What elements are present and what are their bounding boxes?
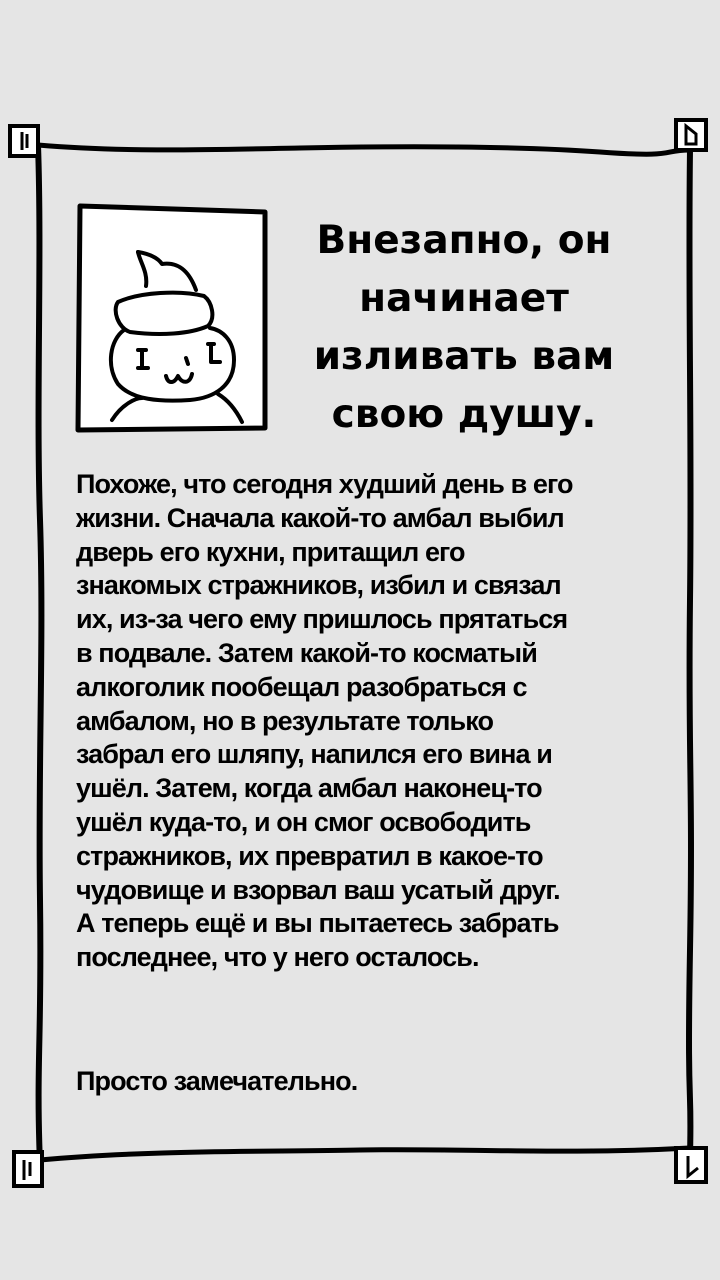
heading-line: изливать вам: [313, 334, 615, 379]
body-line: чудовище и взорвал ваш усатый друг.: [76, 874, 560, 905]
body-line: А теперь ещё и вы пытаетесь забрать: [76, 908, 559, 939]
corner-ornament-top-right-icon: [676, 120, 706, 150]
body-line: ушёл куда-то, и он смог освободить: [76, 806, 531, 837]
portrait-icon: [78, 206, 265, 430]
corner-ornament-bottom-left-icon: [14, 1152, 42, 1186]
body-line: алкоголик пообещал разобраться с: [76, 671, 527, 702]
body-line: их, из-за чего ему пришлось прятаться: [76, 604, 568, 635]
body-line: жизни. Сначала какой-то амбал выбил: [76, 502, 564, 533]
heading-line: свою душу.: [331, 392, 597, 437]
heading-line: начинает: [359, 276, 569, 321]
body-line: стражников, их превратил в какое-то: [76, 840, 543, 871]
body-line: забрал его шляпу, напился его вина и: [76, 739, 552, 770]
body-line: амбалом, но в результате только: [76, 705, 494, 736]
corner-ornament-top-left-icon: [10, 126, 38, 156]
dialog-closing-line: Просто замечательно.: [76, 1066, 358, 1096]
heading-line: Внезапно, он: [316, 218, 612, 263]
corner-ornament-bottom-right-icon: [676, 1148, 706, 1182]
dialog-heading: [298, 212, 630, 444]
body-line: в подвале. Затем какой-то косматый: [76, 637, 537, 668]
body-line: дверь его кухни, притащил его: [76, 536, 465, 567]
body-line: ушёл. Затем, когда амбал наконец-то: [76, 773, 542, 804]
body-line: последнее, что у него осталось.: [76, 942, 479, 973]
body-line: Похоже, что сегодня худший день в его: [76, 469, 573, 499]
dialog-body: [76, 468, 676, 975]
body-line: знакомых стражников, избил и связал: [76, 570, 561, 601]
